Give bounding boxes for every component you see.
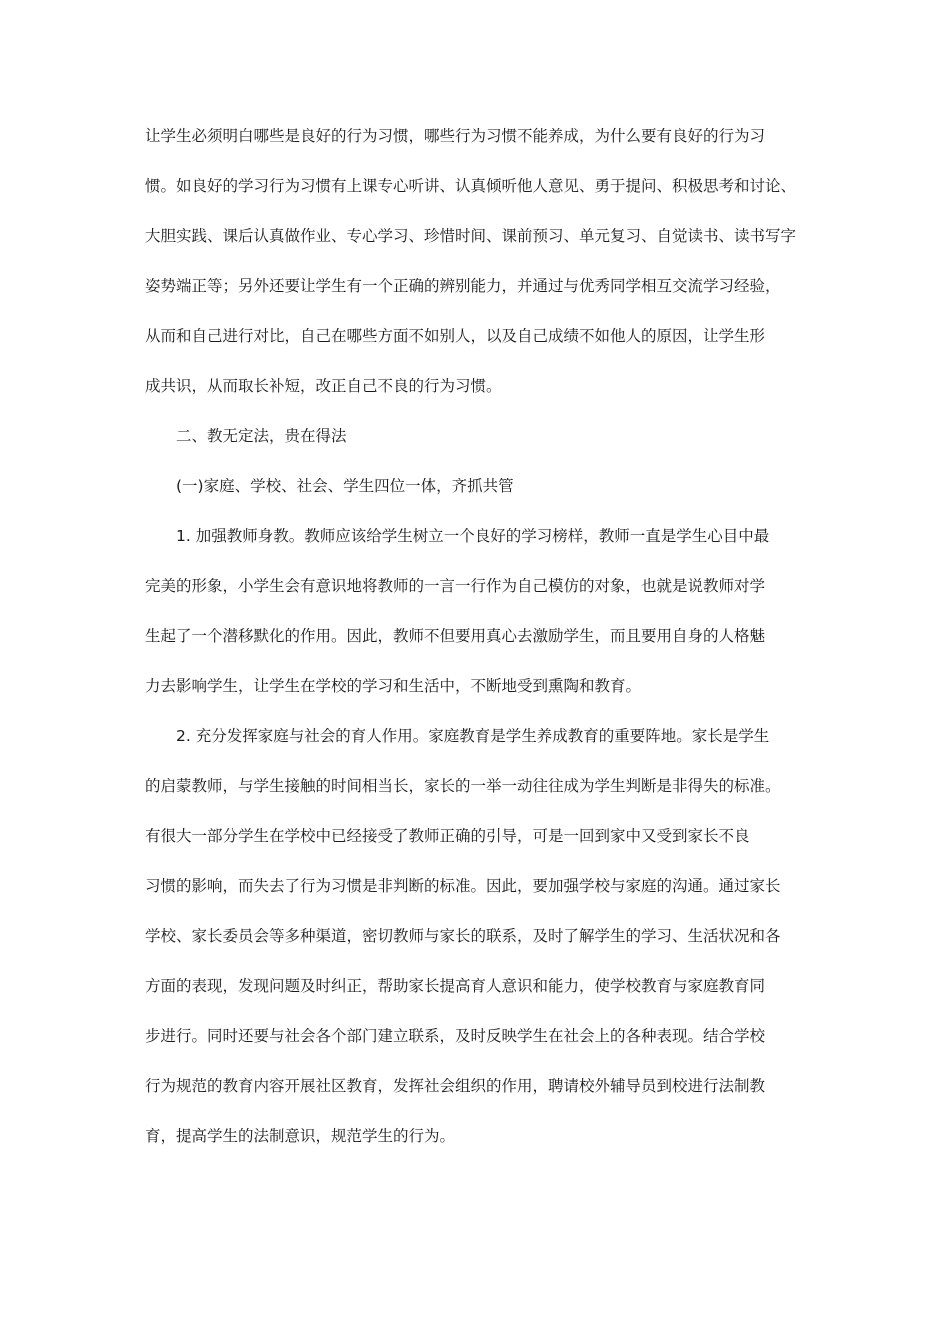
paragraph-line: 2. 充分发挥家庭与社会的育人作用。家庭教育是学生养成教育的重要阵地。家长是学生 — [176, 727, 770, 745]
paragraph-line: 育，提高学生的法制意识，规范学生的行为。 — [145, 1127, 456, 1145]
subsection-heading: (一)家庭、学校、社会、学生四位一体，齐抓共管 — [176, 477, 514, 495]
section-heading: 二、教无定法，贵在得法 — [176, 427, 347, 445]
paragraph-line: 行为规范的教育内容开展社区教育，发挥社会组织的作用，聘请校外辅导员到校进行法制教 — [145, 1077, 766, 1095]
paragraph-line: 大胆实践、课后认真做作业、专心学习、珍惜时间、课前预习、单元复习、自觉读书、读书写字 — [145, 227, 797, 245]
paragraph-line: 从而和自己进行对比，自己在哪些方面不如别人，以及自己成绩不如他人的原因，让学生形 — [145, 327, 766, 345]
paragraph-line: 成共识，从而取长补短，改正自己不良的行为习惯。 — [145, 377, 502, 395]
paragraph-line: 完美的形象，小学生会有意识地将教师的一言一行作为自己模仿的对象，也就是说教师对学 — [145, 577, 766, 595]
paragraph-line: 生起了一个潜移默化的作用。因此，教师不但要用真心去激励学生，而且要用自身的人格魅 — [145, 627, 766, 645]
paragraph-line: 力去影响学生，让学生在学校的学习和生活中，不断地受到熏陶和教育。 — [145, 677, 642, 695]
paragraph-line: 1. 加强教师身教。教师应该给学生树立一个良好的学习榜样，教师一直是学生心目中最 — [176, 527, 770, 545]
paragraph-line: 惯。如良好的学习行为习惯有上课专心听讲、认真倾听他人意见、勇于提问、积极思考和讨论、 — [145, 177, 797, 195]
paragraph-line: 学校、家长委员会等多种渠道，密切教师与家长的联系，及时了解学生的学习、生活状况和各 — [145, 927, 781, 945]
paragraph-line: 习惯的影响，而失去了行为习惯是非判断的标准。因此，要加强学校与家庭的沟通。通过家长 — [145, 877, 781, 895]
paragraph-line: 有很大一部分学生在学校中已经接受了教师正确的引导，可是一回到家中又受到家长不良 — [145, 827, 750, 845]
paragraph-line: 步进行。同时还要与社会各个部门建立联系，及时反映学生在社会上的各种表现。结合学校 — [145, 1027, 766, 1045]
paragraph-line: 姿势端正等；另外还要让学生有一个正确的辨别能力，并通过与优秀同学相互交流学习经验， — [145, 277, 781, 295]
paragraph-line: 的启蒙教师，与学生接触的时间相当长，家长的一举一动往往成为学生判断是非得失的标准。 — [145, 777, 781, 795]
paragraph-line: 让学生必须明白哪些是良好的行为习惯，哪些行为习惯不能养成，为什么要有良好的行为习 — [145, 127, 766, 145]
paragraph-line: 方面的表现，发现问题及时纠正，帮助家长提高育人意识和能力，使学校教育与家庭教育同 — [145, 977, 766, 995]
